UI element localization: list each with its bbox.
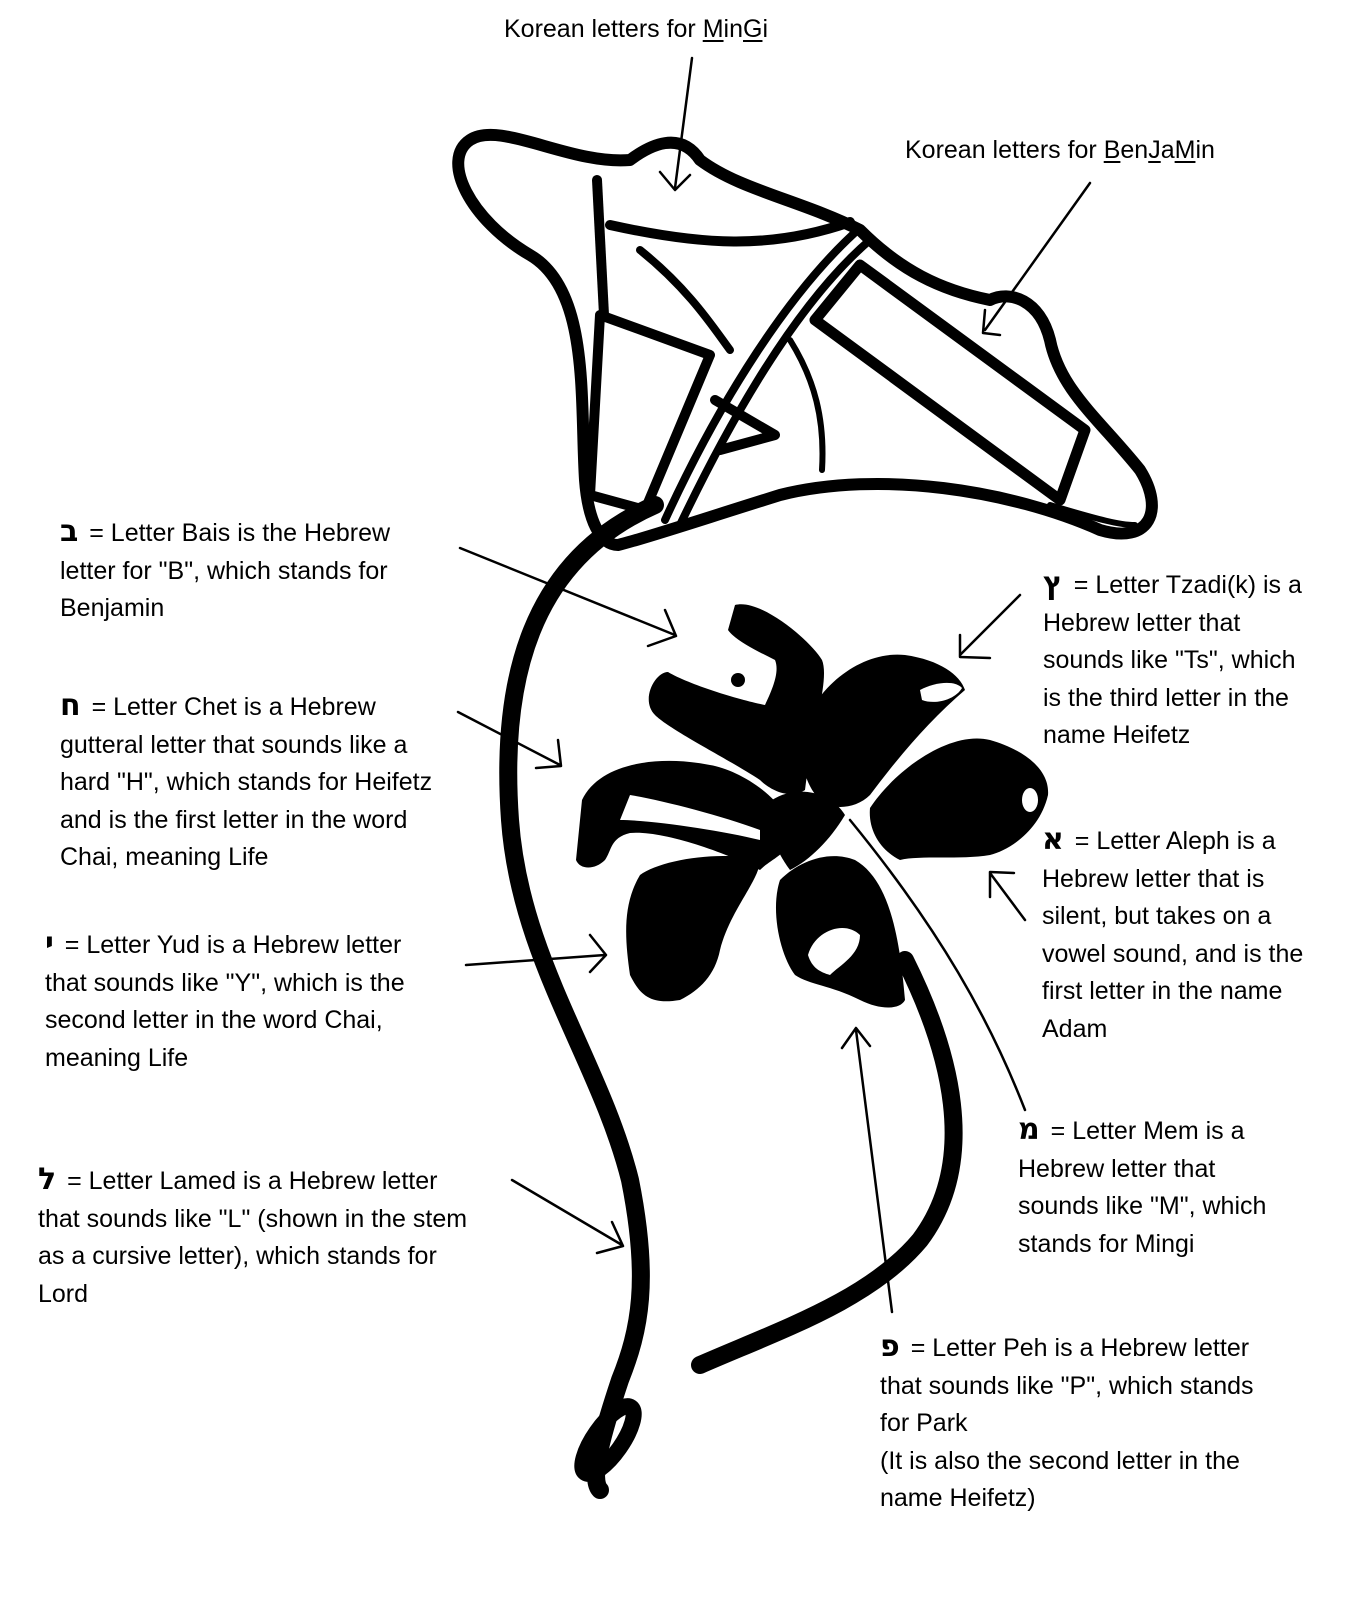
label-korean-benjamin: Korean letters for BenJaMin xyxy=(905,136,1215,164)
annotation-bais: ב = Letter Bais is the Hebrew letter for "B", which stands for Benjamin xyxy=(60,514,391,622)
hebrew-tzadi-glyph: ץ xyxy=(1043,566,1063,601)
hebrew-bais-glyph: ב xyxy=(60,514,79,549)
korean-stroke-top xyxy=(610,222,850,242)
arrow-lamed xyxy=(512,1180,623,1253)
petal-yud xyxy=(626,856,760,1001)
korean-stroke-vertical xyxy=(597,180,604,315)
benjamin-J: J xyxy=(1148,136,1161,164)
benjamin-M: M xyxy=(1174,136,1196,164)
annotation-lamed: ל = Letter Lamed is a Hebrew letter that sounds like "L" (shown in the stem as a cursive letter), which stands for Lord xyxy=(38,1162,468,1308)
stem-lower-curve xyxy=(700,960,954,1365)
bais-dot xyxy=(731,673,745,687)
korean-curve-mid xyxy=(790,340,823,470)
annotation-aleph: א = Letter Aleph is a Hebrew letter that is silent, but takes on a vowel sound, and is the first letter in the name Adam xyxy=(1042,822,1304,1043)
arrow-aleph xyxy=(990,872,1025,920)
korean-rect-right xyxy=(815,265,1085,500)
hebrew-lamed-glyph: ל xyxy=(38,1162,57,1197)
arrow-mingi xyxy=(660,58,692,190)
mingi-G: G xyxy=(743,15,763,43)
hebrew-chet-glyph: ח xyxy=(60,688,81,723)
annotation-mem: מ = Letter Mem is a Hebrew letter that sounds like "M", which stands for Mingi xyxy=(1018,1112,1267,1258)
korean-letters-outline xyxy=(458,135,1152,545)
hebrew-peh-glyph: פ xyxy=(880,1329,900,1364)
hebrew-mem-glyph: מ xyxy=(1018,1112,1040,1147)
hebrew-yud-glyph: י xyxy=(45,926,54,961)
aleph-cutout xyxy=(1022,788,1038,812)
annotation-peh: פ = Letter Peh is a Hebrew letter that sounds like "P", which stands for Park (It is also the second letter in the name Heifetz) xyxy=(880,1329,1254,1512)
annotation-chet: ח = Letter Chet is a Hebrew gutteral letter that sounds like a hard "H", which stands for Heifetz and is the first letter in the word Chai, meaning Life xyxy=(60,688,433,871)
benjamin-B: B xyxy=(1103,136,1121,164)
korean-rect-left xyxy=(590,315,710,510)
arrow-tzadi xyxy=(960,595,1020,658)
annotation-yud: י = Letter Yud is a Hebrew letter that sounds like "Y", which is the second letter in the word Chai, meaning Life xyxy=(45,926,405,1072)
stem-lamed xyxy=(508,505,655,1490)
mingi-M: M xyxy=(702,15,724,43)
label-korean-mingi: Korean letters for MinGi xyxy=(504,15,769,43)
hebrew-aleph-glyph: א xyxy=(1042,822,1064,857)
annotation-tzadi: ץ = Letter Tzadi(k) is a Hebrew letter that sounds like "Ts", which is the third letter in the name Heifetz xyxy=(1043,566,1302,749)
